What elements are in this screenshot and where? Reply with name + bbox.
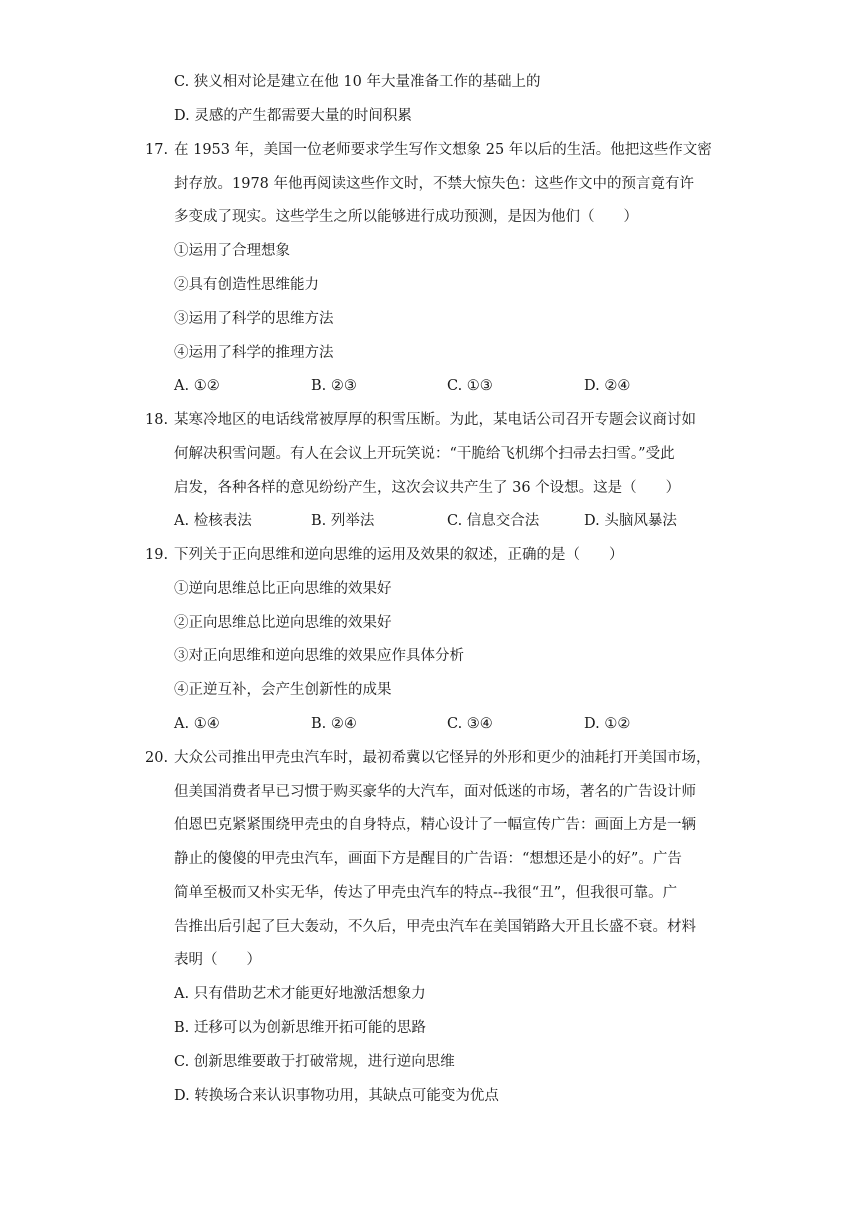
question-stem-line: 在 1953 年，美国一位老师要求学生写作文想象 25 年以后的生活。他把这些作文密 — [174, 142, 712, 158]
statement-item: ②具有创造性思维能力 — [174, 277, 319, 293]
question-stem-line: 某寒冷地区的电话线常被厚厚的积雪压断。为此，某电话公司召开专题会议商讨如 — [174, 412, 696, 428]
answer-option-b: B. 列举法 — [311, 513, 375, 529]
question-stem-line: 多变成了现实。这些学生之所以能够进行成功预测，是因为他们（ ） — [174, 209, 638, 225]
question-stem-line: 下列关于正向思维和逆向思维的运用及效果的叙述，正确的是（ ） — [174, 547, 624, 563]
q16-option-c: C. 狭义相对论是建立在他 10 年大量准备工作的基础上的 — [174, 74, 541, 90]
answer-option-c: C. ③④ — [447, 716, 493, 732]
question-stem-line: 何解决积雪问题。有人在会议上开玩笑说：“干脆给飞机绑个扫帚去扫雪。”受此 — [174, 446, 675, 462]
question-stem-line: 表明（ ） — [174, 952, 261, 968]
answer-option-a: A. 检核表法 — [174, 513, 252, 529]
answer-option-d: D. ②④ — [584, 378, 631, 394]
answer-options — [174, 376, 734, 396]
statement-item: ④正逆互补，会产生创新性的成果 — [174, 682, 392, 698]
question-stem-line: 启发，各种各样的意见纷纷产生，这次会议共产生了 36 个设想。这是（ ） — [174, 480, 681, 496]
question-stem-line: 伯恩巴克紧紧围绕甲壳虫的自身特点，精心设计了一幅宣传广告：画面上方是一辆 — [174, 817, 696, 833]
question-stem-line: 简单至极而又朴实无华，传达了甲壳虫汽车的特点--我很“丑”，但我很可靠。广 — [174, 885, 678, 901]
answer-options — [174, 714, 734, 734]
answer-option-c: C. ①③ — [447, 378, 493, 394]
statement-item: ③运用了科学的思维方法 — [174, 311, 334, 327]
answer-option-b: B. 迁移可以为创新思维开拓可能的思路 — [174, 1020, 426, 1036]
statement-item: ①运用了合理想象 — [174, 243, 290, 259]
q16-option-d: D. 灵感的产生都需要大量的时间积累 — [174, 108, 412, 124]
statement-item: ①逆向思维总比正向思维的效果好 — [174, 581, 392, 597]
answer-option-d: D. 转换场合来认识事物功用，其缺点可能变为优点 — [174, 1088, 499, 1104]
answer-option-c: C. 创新思维要敢于打破常规，进行逆向思维 — [174, 1054, 455, 1070]
question-stem-line: 但美国消费者早已习惯于购买豪华的大汽车，面对低迷的市场，著名的广告设计师 — [174, 784, 696, 800]
answer-option-b: B. ②④ — [311, 716, 357, 732]
statement-item: ④运用了科学的推理方法 — [174, 345, 334, 361]
answer-option-a: A. 只有借助艺术才能更好地激活想象力 — [174, 986, 426, 1002]
question-number: 20. — [145, 750, 169, 766]
answer-option-d: D. ①② — [584, 716, 631, 732]
statement-item: ③对正向思维和逆向思维的效果应作具体分析 — [174, 648, 464, 664]
question-stem-line: 封存放。1978 年他再阅读这些作文时，不禁大惊失色：这些作文中的预言竟有许 — [174, 176, 695, 192]
question-number: 18. — [145, 412, 169, 428]
question-number: 19. — [145, 547, 169, 563]
answer-option-d: D. 头脑风暴法 — [584, 513, 677, 529]
question-stem-line: 静止的傻傻的甲壳虫汽车，画面下方是醒目的广告语：“想想还是小的好”。广告 — [174, 851, 682, 867]
answer-options — [174, 511, 734, 531]
answer-option-a: A. ①② — [174, 378, 220, 394]
statement-item: ②正向思维总比逆向思维的效果好 — [174, 615, 392, 631]
answer-option-c: C. 信息交合法 — [447, 513, 540, 529]
answer-option-b: B. ②③ — [311, 378, 357, 394]
answer-option-a: A. ①④ — [174, 716, 220, 732]
question-stem-line: 大众公司推出甲壳虫汽车时，最初希冀以它怪异的外形和更少的油耗打开美国市场， — [174, 750, 711, 766]
question-number: 17. — [145, 142, 169, 158]
question-stem-line: 告推出后引起了巨大轰动，不久后，甲壳虫汽车在美国销路大开且长盛不衰。材料 — [174, 919, 696, 935]
